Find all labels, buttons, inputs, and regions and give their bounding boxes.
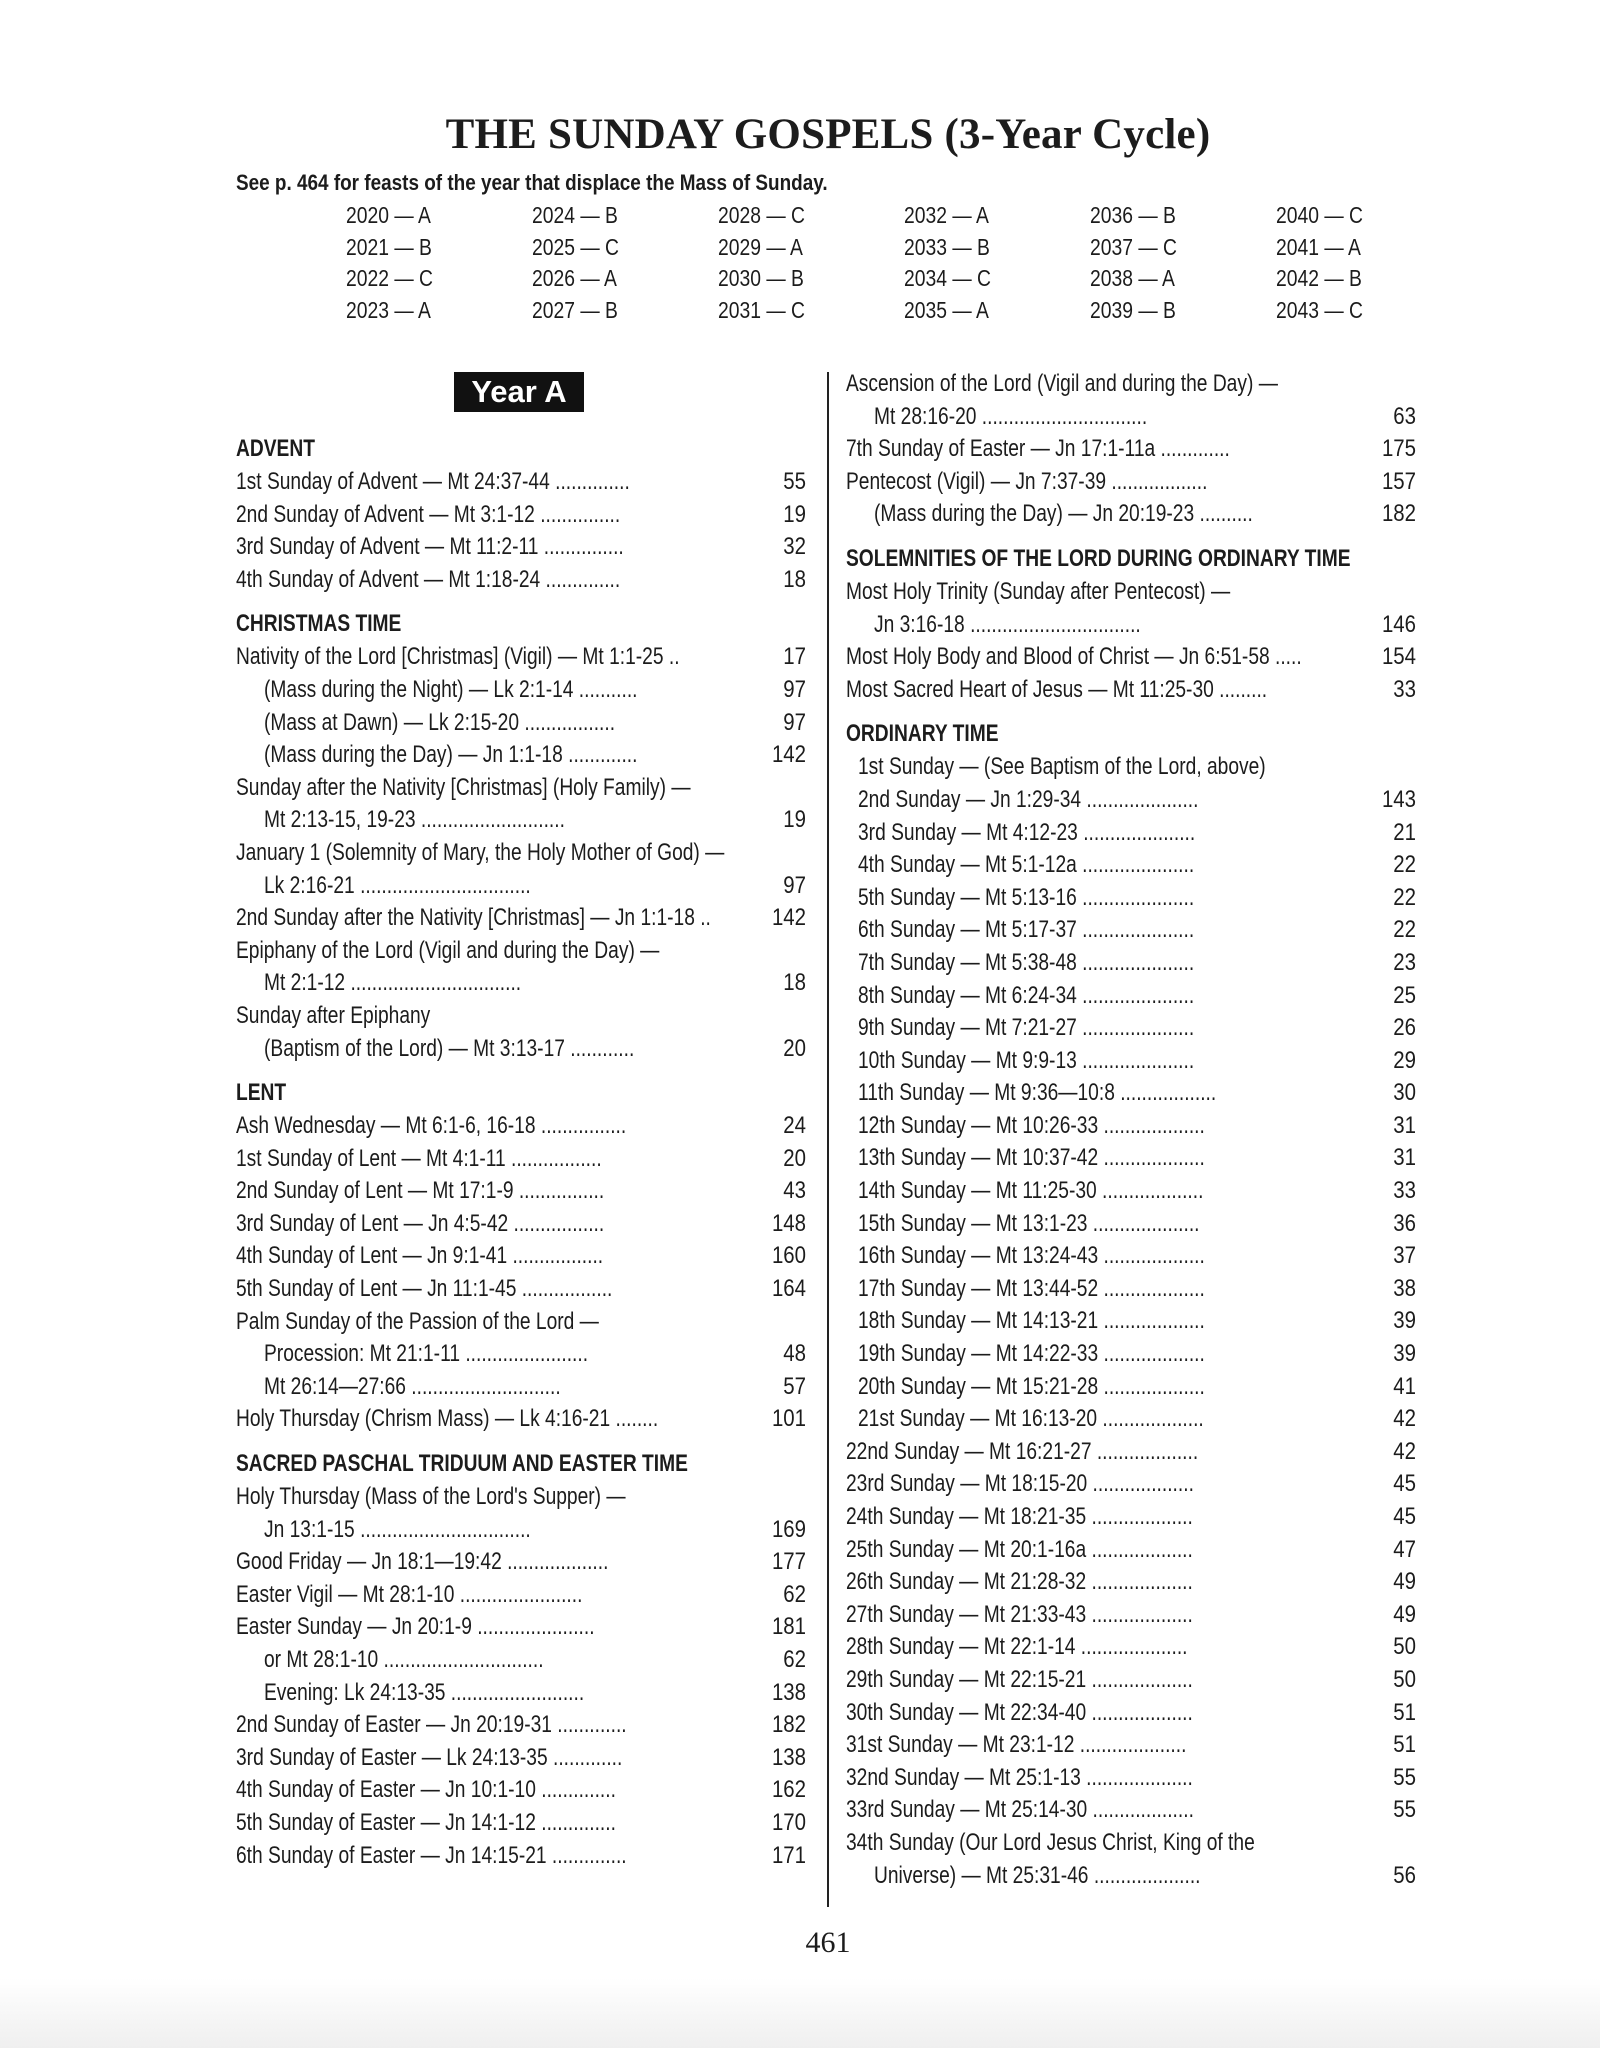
entry-page-number: 22 bbox=[1393, 916, 1416, 944]
entry-label: 11th Sunday — Mt 9:36—10:8 .................. bbox=[858, 1079, 1217, 1107]
entry-label: 2nd Sunday of Lent — Mt 17:1-9 ................ bbox=[236, 1177, 605, 1205]
entry-page-number: 55 bbox=[1393, 1763, 1416, 1791]
entry-page-number: 26 bbox=[1393, 1014, 1416, 1042]
entry-page-number: 175 bbox=[1381, 435, 1416, 463]
entry-label: 7th Sunday of Easter — Jn 17:1-11a ............. bbox=[846, 435, 1230, 463]
gospel-entry bbox=[236, 1840, 806, 1873]
gospel-entry bbox=[846, 1371, 1416, 1404]
gospel-entry bbox=[236, 1579, 806, 1612]
entry-label: 23rd Sunday — Mt 18:15-20 ................... bbox=[846, 1470, 1194, 1498]
section-gap bbox=[236, 596, 806, 607]
entry-label: 26th Sunday — Mt 21:28-32 ................... bbox=[846, 1568, 1193, 1596]
section-heading: ORDINARY TIME bbox=[846, 720, 999, 748]
gospel-entry bbox=[236, 531, 806, 564]
gospel-entry bbox=[846, 1436, 1416, 1469]
gospel-entry bbox=[846, 914, 1416, 947]
entry-label: 6th Sunday — Mt 5:17-37 ..................... bbox=[858, 916, 1195, 944]
year-cycle-entry: 2033 — B bbox=[904, 233, 990, 260]
entry-label: Nativity of the Lord [Christmas] (Vigil) — Mt 1:1-25 .. bbox=[236, 643, 680, 671]
entry-label: 5th Sunday of Lent — Jn 11:1-45 ................. bbox=[236, 1275, 613, 1303]
entry-label: 3rd Sunday of Easter — Lk 24:13-35 ............. bbox=[236, 1743, 623, 1771]
entry-label: 5th Sunday of Easter — Jn 14:1-12 .............. bbox=[236, 1808, 616, 1836]
entry-label: Ash Wednesday — Mt 6:1-6, 16-18 ................ bbox=[236, 1112, 627, 1140]
entry-label: Ascension of the Lord (Vigil and during the Day) — bbox=[846, 370, 1278, 397]
gospel-entry bbox=[846, 1403, 1416, 1436]
entry-label: 22nd Sunday — Mt 16:21-27 ................... bbox=[846, 1437, 1199, 1465]
year-cycle-entry: 2021 — B bbox=[346, 233, 432, 260]
entry-label: 28th Sunday — Mt 22:1-14 .................... bbox=[846, 1633, 1188, 1661]
entry-label: Sunday after the Nativity [Christmas] (Holy Family) — bbox=[236, 773, 691, 801]
entry-page-number: 97 bbox=[783, 708, 806, 736]
gospel-entry bbox=[236, 1709, 806, 1742]
gospel-entry bbox=[236, 967, 806, 1000]
gospel-entry bbox=[236, 1143, 806, 1176]
year-cycle-entry: 2037 — C bbox=[1090, 233, 1177, 260]
gospel-entry bbox=[846, 1599, 1416, 1632]
entry-page-number: 31 bbox=[1393, 1111, 1416, 1139]
entry-label: 33rd Sunday — Mt 25:14-30 ................... bbox=[846, 1796, 1194, 1824]
entry-page-number: 143 bbox=[1381, 785, 1416, 813]
entry-page-number: 25 bbox=[1393, 981, 1416, 1009]
entry-label: 12th Sunday — Mt 10:26-33 ................... bbox=[858, 1111, 1205, 1139]
entry-label: Procession: Mt 21:1-11 ....................... bbox=[264, 1340, 589, 1368]
entry-page-number: 22 bbox=[1393, 883, 1416, 911]
gospel-entry bbox=[236, 1546, 806, 1579]
gospel-entry bbox=[846, 1762, 1416, 1795]
gospel-entry bbox=[846, 1110, 1416, 1143]
gospel-entry bbox=[846, 401, 1416, 434]
entry-page-number: 36 bbox=[1393, 1209, 1416, 1237]
year-cycle-entry: 2039 — B bbox=[1090, 296, 1176, 323]
gospel-entry bbox=[236, 772, 806, 805]
entry-page-number: 157 bbox=[1381, 467, 1416, 495]
year-cycle-entry: 2030 — B bbox=[718, 265, 804, 291]
gospel-entry bbox=[236, 564, 806, 597]
gospel-entry bbox=[846, 1273, 1416, 1306]
gospel-entry bbox=[846, 1240, 1416, 1273]
entry-page-number: 50 bbox=[1393, 1665, 1416, 1693]
gospel-entry bbox=[236, 1175, 806, 1208]
gospel-entry bbox=[236, 837, 806, 870]
entry-label: or Mt 28:1-10 .............................. bbox=[264, 1646, 544, 1673]
gospel-entry bbox=[236, 1403, 806, 1436]
entry-page-number: 21 bbox=[1393, 818, 1416, 846]
gospel-entry bbox=[236, 466, 806, 499]
gospel-entry bbox=[846, 1305, 1416, 1338]
year-cycle-table bbox=[0, 200, 1600, 330]
entry-page-number: 45 bbox=[1393, 1470, 1416, 1498]
year-cycle-entry: 2040 — C bbox=[1276, 202, 1363, 228]
section-heading: SOLEMNITIES OF THE LORD DURING ORDINARY TIME bbox=[846, 544, 1351, 572]
entry-label: 18th Sunday — Mt 14:13-21 ................... bbox=[858, 1307, 1205, 1335]
gospel-entry bbox=[236, 1611, 806, 1644]
gospel-entry bbox=[846, 1827, 1416, 1860]
gospel-entry bbox=[236, 1677, 806, 1710]
gospel-entry bbox=[846, 1794, 1416, 1827]
page-subtitle: See p. 464 for feasts of the year that displace the Mass of Sunday. bbox=[236, 170, 828, 195]
entry-page-number: 50 bbox=[1393, 1633, 1416, 1661]
section-heading: LENT bbox=[236, 1079, 287, 1107]
gospel-entry bbox=[236, 1371, 806, 1404]
page-title: THE SUNDAY GOSPELS (3-Year Cycle) bbox=[445, 111, 1211, 158]
entry-page-number: 18 bbox=[783, 969, 806, 997]
year-cycle-entry: 2028 — C bbox=[718, 202, 805, 228]
entry-page-number: 39 bbox=[1393, 1340, 1416, 1368]
entry-label: 13th Sunday — Mt 10:37-42 ................... bbox=[858, 1144, 1205, 1172]
gospel-entry bbox=[846, 1729, 1416, 1762]
entry-label: Universe) — Mt 25:31-46 .................... bbox=[874, 1861, 1201, 1889]
year-cycle-entry: 2041 — A bbox=[1276, 233, 1361, 260]
entry-page-number: 19 bbox=[783, 500, 806, 528]
entry-label: 34th Sunday (Our Lord Jesus Christ, King of the bbox=[846, 1828, 1255, 1856]
entry-page-number: 33 bbox=[1393, 675, 1416, 703]
gospel-entry bbox=[846, 1631, 1416, 1664]
entry-page-number: 164 bbox=[771, 1275, 806, 1303]
column-divider bbox=[827, 372, 829, 1907]
gospel-entry bbox=[846, 1468, 1416, 1501]
entry-page-number: 24 bbox=[783, 1112, 806, 1140]
entry-page-number: 38 bbox=[1393, 1274, 1416, 1302]
entry-page-number: 169 bbox=[771, 1515, 806, 1543]
entry-page-number: 33 bbox=[1393, 1177, 1416, 1205]
entry-page-number: 20 bbox=[783, 1144, 806, 1172]
year-cycle-column bbox=[1276, 200, 1380, 326]
entry-label: 9th Sunday — Mt 7:21-27 ..................... bbox=[858, 1014, 1195, 1042]
entry-page-number: 148 bbox=[771, 1209, 806, 1237]
left-column bbox=[236, 432, 806, 1872]
entry-label: Most Sacred Heart of Jesus — Mt 11:25-30 ......... bbox=[846, 675, 1268, 703]
gospel-entry bbox=[846, 882, 1416, 915]
gospel-entry bbox=[846, 1045, 1416, 1078]
entry-label: Mt 26:14—27:66 ............................ bbox=[264, 1372, 561, 1400]
year-cycle-entry: 2025 — C bbox=[532, 233, 619, 260]
year-cycle-entry: 2027 — B bbox=[532, 296, 618, 323]
section-heading: ADVENT bbox=[236, 435, 315, 462]
entry-page-number: 29 bbox=[1393, 1046, 1416, 1074]
entry-page-number: 49 bbox=[1393, 1568, 1416, 1596]
entry-label: (Mass at Dawn) — Lk 2:15-20 ................. bbox=[264, 708, 616, 736]
entry-label: Most Holy Trinity (Sunday after Pentecost) — bbox=[846, 577, 1231, 605]
entry-page-number: 48 bbox=[783, 1340, 806, 1368]
year-cycle-entry: 2042 — B bbox=[1276, 265, 1362, 291]
entry-page-number: 146 bbox=[1381, 610, 1416, 638]
year-cycle-entry: 2031 — C bbox=[718, 296, 805, 323]
gospel-entry bbox=[236, 1481, 806, 1514]
year-cycle-column bbox=[1090, 200, 1194, 326]
entry-page-number: 170 bbox=[771, 1808, 806, 1836]
entry-page-number: 56 bbox=[1393, 1861, 1416, 1889]
year-cycle-entry: 2023 — A bbox=[346, 296, 431, 323]
entry-page-number: 47 bbox=[1393, 1535, 1416, 1563]
entry-page-number: 18 bbox=[783, 565, 806, 593]
entry-label: 7th Sunday — Mt 5:38-48 ..................... bbox=[858, 948, 1195, 976]
entry-label: (Mass during the Day) — Jn 20:19-23 .......... bbox=[874, 500, 1253, 528]
gospel-entry bbox=[236, 1208, 806, 1241]
gospel-entry bbox=[236, 1240, 806, 1273]
page-bottom-shadow bbox=[0, 1978, 1600, 2048]
year-cycle-entry: 2034 — C bbox=[904, 265, 991, 291]
gospel-entry bbox=[846, 1534, 1416, 1567]
entry-label: (Mass during the Day) — Jn 1:1-18 ............. bbox=[264, 741, 638, 769]
entry-page-number: 160 bbox=[771, 1242, 806, 1270]
entry-page-number: 55 bbox=[783, 468, 806, 495]
entry-label: 2nd Sunday after the Nativity [Christmas] — Jn 1:1-18 .. bbox=[236, 904, 711, 932]
entry-page-number: 41 bbox=[1393, 1372, 1416, 1400]
entry-label: 30th Sunday — Mt 22:34-40 ................... bbox=[846, 1698, 1193, 1726]
entry-label: 5th Sunday — Mt 5:13-16 ..................... bbox=[858, 883, 1195, 911]
entry-page-number: 55 bbox=[1393, 1796, 1416, 1824]
entry-label: 24th Sunday — Mt 18:21-35 ................... bbox=[846, 1503, 1193, 1530]
entry-page-number: 97 bbox=[783, 871, 806, 899]
entry-label: Lk 2:16-21 ................................ bbox=[264, 871, 531, 899]
section-heading: CHRISTMAS TIME bbox=[236, 610, 402, 638]
entry-page-number: 142 bbox=[771, 741, 806, 769]
entry-page-number: 138 bbox=[771, 1678, 806, 1706]
entry-page-number: 37 bbox=[1393, 1242, 1416, 1270]
entry-page-number: 45 bbox=[1393, 1503, 1416, 1530]
year-cycle-column bbox=[904, 200, 1008, 326]
year-cycle-entry: 2032 — A bbox=[904, 202, 989, 228]
entry-page-number: 177 bbox=[771, 1548, 806, 1576]
entry-label: 15th Sunday — Mt 13:1-23 .................... bbox=[858, 1209, 1200, 1237]
gospel-entry bbox=[846, 751, 1416, 784]
entry-label: 3rd Sunday of Lent — Jn 4:5-42 ................. bbox=[236, 1209, 605, 1237]
entry-page-number: 154 bbox=[1381, 643, 1416, 671]
entry-label: 16th Sunday — Mt 13:24-43 ................... bbox=[858, 1242, 1205, 1270]
section-gap bbox=[236, 1065, 806, 1076]
section-heading: SACRED PASCHAL TRIDUUM AND EASTER TIME bbox=[236, 1450, 688, 1478]
gospel-entry bbox=[846, 1697, 1416, 1730]
entry-page-number: 138 bbox=[771, 1743, 806, 1771]
entry-page-number: 42 bbox=[1393, 1437, 1416, 1465]
year-cycle-entry: 2026 — A bbox=[532, 265, 617, 291]
entry-page-number: 142 bbox=[771, 904, 806, 932]
gospel-entry bbox=[846, 1012, 1416, 1045]
entry-page-number: 23 bbox=[1393, 948, 1416, 976]
entry-label: 20th Sunday — Mt 15:21-28 ................... bbox=[858, 1372, 1205, 1400]
gospel-entry bbox=[846, 1501, 1416, 1534]
year-a-badge: Year A bbox=[454, 372, 584, 412]
entry-page-number: 20 bbox=[783, 1034, 806, 1062]
entry-page-number: 62 bbox=[783, 1580, 806, 1608]
entry-label: 21st Sunday — Mt 16:13-20 ................... bbox=[858, 1405, 1204, 1433]
entry-page-number: 62 bbox=[783, 1646, 806, 1673]
section-gap bbox=[846, 706, 1416, 717]
gospel-entry bbox=[846, 433, 1416, 466]
entry-page-number: 162 bbox=[771, 1776, 806, 1804]
entry-page-number: 49 bbox=[1393, 1600, 1416, 1628]
gospel-entry bbox=[846, 1566, 1416, 1599]
entry-label: 32nd Sunday — Mt 25:1-13 .................... bbox=[846, 1763, 1193, 1791]
year-cycle-entry: 2024 — B bbox=[532, 202, 618, 228]
gospel-entry bbox=[236, 804, 806, 837]
year-cycle-column bbox=[718, 200, 822, 326]
entry-label: 4th Sunday of Lent — Jn 9:1-41 ................. bbox=[236, 1242, 604, 1270]
entry-label: 10th Sunday — Mt 9:9-13 ..................... bbox=[858, 1046, 1195, 1074]
entry-page-number: 42 bbox=[1393, 1405, 1416, 1433]
gospel-entry bbox=[846, 1175, 1416, 1208]
entry-label: 8th Sunday — Mt 6:24-34 ..................... bbox=[858, 981, 1195, 1009]
entry-page-number: 63 bbox=[1393, 402, 1416, 430]
entry-label: Easter Vigil — Mt 28:1-10 ....................... bbox=[236, 1580, 583, 1608]
entry-label: 27th Sunday — Mt 21:33-43 ................... bbox=[846, 1600, 1193, 1628]
entry-label: 1st Sunday of Lent — Mt 4:1-11 ................. bbox=[236, 1144, 602, 1172]
gospel-entry bbox=[236, 870, 806, 903]
gospel-entry bbox=[846, 849, 1416, 882]
gospel-entry bbox=[846, 498, 1416, 531]
gospel-entry bbox=[236, 935, 806, 968]
entry-label: 4th Sunday of Advent — Mt 1:18-24 .............. bbox=[236, 565, 621, 593]
page-number: 461 bbox=[805, 1926, 851, 1959]
year-cycle-entry: 2043 — C bbox=[1276, 296, 1363, 323]
gospel-entry bbox=[846, 1338, 1416, 1371]
entry-label: 19th Sunday — Mt 14:22-33 ................... bbox=[858, 1340, 1205, 1368]
entry-label: 2nd Sunday of Advent — Mt 3:1-12 ............... bbox=[236, 500, 621, 528]
entry-label: Sunday after Epiphany bbox=[236, 1001, 431, 1029]
entry-label: 14th Sunday — Mt 11:25-30 ................... bbox=[858, 1177, 1204, 1205]
entry-page-number: 30 bbox=[1393, 1079, 1416, 1107]
section-gap bbox=[236, 1436, 806, 1447]
gospel-entry bbox=[236, 1306, 806, 1339]
gospel-entry bbox=[236, 1774, 806, 1807]
entry-label: Evening: Lk 24:13-35 ......................... bbox=[264, 1678, 585, 1706]
entry-label: Mt 2:1-12 ................................ bbox=[264, 969, 522, 997]
entry-page-number: 182 bbox=[1381, 500, 1416, 528]
gospel-entry bbox=[846, 674, 1416, 707]
gospel-entry bbox=[236, 674, 806, 707]
entry-label: 2nd Sunday — Jn 1:29-34 ..................... bbox=[858, 785, 1199, 813]
right-column bbox=[846, 368, 1416, 1892]
gospel-entry bbox=[236, 1273, 806, 1306]
year-cycle-entry: 2022 — C bbox=[346, 265, 433, 291]
gospel-entry bbox=[846, 466, 1416, 499]
gospel-entry bbox=[846, 784, 1416, 817]
entry-page-number: 97 bbox=[783, 675, 806, 703]
gospel-entry bbox=[846, 1664, 1416, 1697]
gospel-entry bbox=[846, 1860, 1416, 1893]
gospel-entry bbox=[236, 1033, 806, 1066]
gospel-entry bbox=[236, 1644, 806, 1677]
gospel-entry bbox=[236, 707, 806, 740]
entry-label: Pentecost (Vigil) — Jn 7:37-39 .................. bbox=[846, 467, 1208, 495]
gospel-entry bbox=[846, 817, 1416, 850]
entry-label: 2nd Sunday of Easter — Jn 20:19-31 ............. bbox=[236, 1711, 627, 1739]
entry-label: Epiphany of the Lord (Vigil and during the Day) — bbox=[236, 936, 660, 964]
gospel-entry bbox=[846, 641, 1416, 674]
entry-page-number: 17 bbox=[783, 643, 806, 671]
entry-label: Holy Thursday (Mass of the Lord's Supper) — bbox=[236, 1483, 626, 1511]
entry-label: 3rd Sunday — Mt 4:12-23 ..................... bbox=[858, 818, 1196, 846]
gospel-entry bbox=[846, 980, 1416, 1013]
entry-page-number: 19 bbox=[783, 806, 806, 834]
gospel-entry bbox=[236, 499, 806, 532]
year-cycle-entry: 2038 — A bbox=[1090, 265, 1175, 291]
year-cycle-entry: 2036 — B bbox=[1090, 202, 1176, 228]
entry-label: Holy Thursday (Chrism Mass) — Lk 4:16-21 ........ bbox=[236, 1405, 659, 1433]
section-gap bbox=[846, 531, 1416, 542]
entry-page-number: 22 bbox=[1393, 851, 1416, 879]
entry-label: 31st Sunday — Mt 23:1-12 .................... bbox=[846, 1731, 1187, 1759]
entry-label: (Baptism of the Lord) — Mt 3:13-17 ............ bbox=[264, 1034, 635, 1062]
entry-page-number: 43 bbox=[783, 1177, 806, 1205]
entry-page-number: 39 bbox=[1393, 1307, 1416, 1335]
entry-label: 1st Sunday — (See Baptism of the Lord, above) bbox=[858, 753, 1266, 781]
entry-page-number: 182 bbox=[771, 1711, 806, 1739]
year-cycle-column bbox=[532, 200, 636, 326]
entry-label: 17th Sunday — Mt 13:44-52 ................... bbox=[858, 1274, 1205, 1302]
entry-label: 4th Sunday of Easter — Jn 10:1-10 .............. bbox=[236, 1776, 616, 1804]
entry-label: Easter Sunday — Jn 20:1-9 ...................... bbox=[236, 1613, 595, 1641]
entry-label: 1st Sunday of Advent — Mt 24:37-44 .............. bbox=[236, 468, 630, 495]
gospel-entry bbox=[846, 368, 1416, 401]
year-cycle-entry: 2020 — A bbox=[346, 202, 431, 228]
gospel-entry bbox=[846, 576, 1416, 609]
year-cycle-entry: 2035 — A bbox=[904, 296, 989, 323]
entry-page-number: 51 bbox=[1393, 1698, 1416, 1726]
year-cycle-column bbox=[346, 200, 450, 326]
entry-page-number: 181 bbox=[771, 1613, 806, 1641]
entry-page-number: 51 bbox=[1393, 1731, 1416, 1759]
gospel-entry bbox=[846, 609, 1416, 642]
entry-page-number: 57 bbox=[783, 1372, 806, 1400]
gospel-entry bbox=[236, 1110, 806, 1143]
entry-label: 3rd Sunday of Advent — Mt 11:2-11 ............... bbox=[236, 533, 624, 561]
gospel-entry bbox=[236, 1000, 806, 1033]
entry-label: Jn 3:16-18 ................................ bbox=[874, 610, 1141, 638]
gospel-entry bbox=[846, 1077, 1416, 1110]
gospel-entry bbox=[236, 641, 806, 674]
entry-page-number: 101 bbox=[771, 1405, 806, 1433]
gospel-entry bbox=[846, 947, 1416, 980]
gospel-entry bbox=[236, 902, 806, 935]
gospel-entry bbox=[846, 1208, 1416, 1241]
gospel-entry bbox=[236, 1338, 806, 1371]
entry-label: Palm Sunday of the Passion of the Lord — bbox=[236, 1307, 599, 1335]
gospel-entry bbox=[236, 1807, 806, 1840]
entry-label: Good Friday — Jn 18:1—19:42 ................... bbox=[236, 1548, 609, 1576]
entry-page-number: 32 bbox=[783, 533, 806, 561]
entry-label: Mt 28:16-20 ............................... bbox=[874, 402, 1148, 430]
entry-label: January 1 (Solemnity of Mary, the Holy Mother of God) — bbox=[236, 838, 725, 866]
entry-label: 29th Sunday — Mt 22:15-21 ................... bbox=[846, 1665, 1193, 1693]
entry-label: Jn 13:1-15 ................................ bbox=[264, 1515, 531, 1543]
gospel-entry bbox=[846, 1142, 1416, 1175]
entry-label: Most Holy Body and Blood of Christ — Jn 6:51-58 ..... bbox=[846, 643, 1302, 671]
gospel-entry bbox=[236, 1742, 806, 1775]
entry-label: Mt 2:13-15, 19-23 ........................... bbox=[264, 806, 565, 834]
gospel-entry bbox=[236, 739, 806, 772]
entry-page-number: 31 bbox=[1393, 1144, 1416, 1172]
entry-label: (Mass during the Night) — Lk 2:1-14 ........... bbox=[264, 675, 638, 703]
entry-label: 6th Sunday of Easter — Jn 14:15-21 .............. bbox=[236, 1841, 627, 1869]
entry-label: 25th Sunday — Mt 20:1-16a ................... bbox=[846, 1535, 1193, 1563]
entry-label: 4th Sunday — Mt 5:1-12a ..................... bbox=[858, 851, 1195, 879]
year-cycle-entry: 2029 — A bbox=[718, 233, 803, 260]
entry-page-number: 171 bbox=[771, 1841, 806, 1869]
gospel-entry bbox=[236, 1514, 806, 1547]
